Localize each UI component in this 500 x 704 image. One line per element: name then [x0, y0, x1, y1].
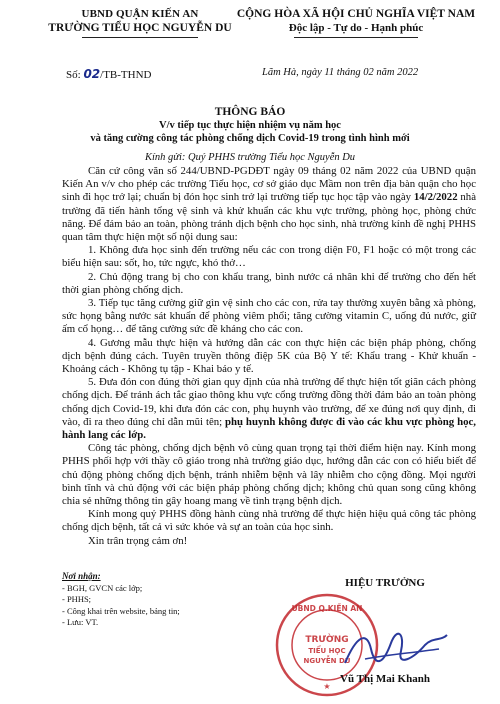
- svg-text:NGUYỄN DU: NGUYỄN DU: [303, 657, 351, 665]
- recipients-label: Nơi nhận:: [62, 571, 101, 581]
- paragraph-text: Căn cứ công văn số 244/UBND-PGDĐT ngày 09 tháng 02 năm 2022 của UBND quận Kiến An v/v cho phép các trường Tiểu học, cơ sở giáo dục Mầm non trên địa bàn quận cho học sinh đi học trở lại; chuẩn bị đón học sinh trở lại trường tiếp tục học tập vào ngày: [62, 165, 476, 204]
- subject-line-1: V/v tiếp tục thực hiện nhiệm vụ năm học: [159, 120, 341, 131]
- paragraph-item-4: 4. Gương mẫu thực hiện và hướng dẫn các con thực hiện các biện pháp phòng, chống dịch bệnh đúng cách. Tuyên truyền thông điệp 5K của Bộ Y tế: Khẩu trang - Khử khuẩn - Khoảng cách - Không tụ tập - Khai báo y tế.: [62, 336, 476, 376]
- document-number-prefix: Số:: [66, 69, 81, 81]
- paragraph-text: 5. Đưa đón con đúng thời gian quy định của nhà trường để thực hiện tốt giãn cách phòng chống dịch. Để tránh ách tắc giao thông khu vực cổng trường đồng thời đảm bảo an toàn phòng chống dịch Covid-19, khi đưa đón các con, phụ huynh vào trường, để xe đúng nơi quy định, đi vào, đi ra theo đúng chỉ dẫn mũi tên;: [62, 376, 476, 428]
- recipient-item: - Lưu: VT.: [62, 617, 99, 627]
- issuer-authority: UBND QUẬN KIẾN AN: [81, 8, 199, 20]
- return-date: 14/2/2022: [413, 191, 458, 204]
- paragraph-appeal: Công tác phòng, chống dịch bệnh vô cùng quan trọng tại thời điểm hiện nay. Kính mong PHHS phối hợp với thầy cô giáo trong nhà trường giáo dục, hướng dẫn các con có hiểu biết để chủ động phòng chống dịch bệnh, tránh nhiễm bệnh và lây nhiễm cho cộng đồng. Mọi người bình tĩnh và chủ động với các biện pháp phòng chống dịch; không chủ quan song cũng không chia sẻ những thông tin gây hoang mang về tình trạng bệnh dịch.: [62, 442, 476, 508]
- document-date: Lãm Hà, ngày 11 tháng 02 năm 2022: [262, 67, 419, 78]
- signer-title: HIỆU TRƯỞNG: [345, 577, 425, 589]
- recipients-block: [62, 571, 180, 629]
- issuer-underline: [82, 37, 198, 38]
- svg-text:TIỂU HỌC: TIỂU HỌC: [308, 647, 346, 655]
- svg-text:UBND Q.KIẾN AN: UBND Q.KIẾN AN: [291, 604, 363, 613]
- signer-name: Vũ Thị Mai Khanh: [340, 673, 430, 685]
- paragraph-item-3: 3. Tiếp tục tăng cường giữ gìn vệ sinh cho các con, rửa tay thường xuyên bằng xà phòng, sức họng bằng nước sát khuẩn để phòng viêm phổi; tăng cường vitamin C, uống đủ nước, giữ ấm cổ họng… để tăng cường sức đề kháng cho các con.: [62, 297, 476, 336]
- document-number-suffix: /TB-THND: [100, 69, 152, 81]
- recipient-item: - PHHS;: [62, 594, 92, 604]
- paragraph-closing: Kính mong quý PHHS đồng hành cùng nhà trường để thực hiện hiệu quả công tác phòng chống dịch bệnh, tất cả vì sức khỏe và sự an toàn của học sinh.: [62, 508, 476, 534]
- paragraph-text: nhà trường đã tiến hành tổng vệ sinh và khử khuẩn các khu vực trường, phòng học, phòng chức năng. Để đảm bảo an toàn, phòng tránh dịch bệnh cho học sinh, nhà trường kính đề nghị PHHS quan tâm thực hiện một số nội dung sau:: [62, 191, 476, 244]
- paragraph-item-5: [62, 376, 476, 442]
- motto-underline: [294, 37, 418, 38]
- document-body: [62, 165, 476, 548]
- parent-restriction-note: phụ huynh không được đi vào các khu vực phòng học, hành lang các lớp.: [62, 415, 476, 442]
- document-number: [66, 67, 151, 81]
- national-header: [222, 7, 490, 38]
- issuer-header: [40, 7, 240, 38]
- national-motto: Độc lập - Tự do - Hạnh phúc: [288, 22, 424, 34]
- paragraph-legal-basis: [62, 165, 476, 244]
- national-name: CỘNG HÒA XÃ HỘI CHỦ NGHĨA VIỆT NAM: [236, 8, 476, 20]
- document-number-value: 02: [83, 67, 101, 81]
- document-title: THÔNG BÁO: [214, 106, 286, 118]
- subject-line-2: và tăng cường công tác phòng chống dịch Covid-19 trong tình hình mới: [90, 133, 410, 144]
- issuer-school: TRƯỜNG TIỂU HỌC NGUYỄN DU: [48, 22, 232, 34]
- paragraph-item-1: 1. Không đưa học sinh đến trường nếu các con trong diện F0, F1 hoặc có một trong các biểu hiện sau: sốt, ho, tức ngực, khó thở…: [62, 244, 476, 270]
- paragraph-item-2: 2. Chủ động trang bị cho con khẩu trang, bình nước cá nhân khi để trường cho đến hết thời gian phòng chống dịch.: [62, 270, 476, 296]
- salutation: Kính gửi: Quý PHHS trường Tiểu học Nguyễn Du: [144, 152, 356, 163]
- svg-text:★: ★: [323, 682, 331, 691]
- paragraph-thanks: Xin trân trọng cảm ơn!: [88, 534, 188, 547]
- recipient-item: - BGH, GVCN các lớp;: [62, 582, 143, 593]
- recipient-item: - Công khai trên website, bảng tin;: [62, 605, 180, 616]
- svg-text:TRƯỜNG: TRƯỜNG: [305, 635, 349, 645]
